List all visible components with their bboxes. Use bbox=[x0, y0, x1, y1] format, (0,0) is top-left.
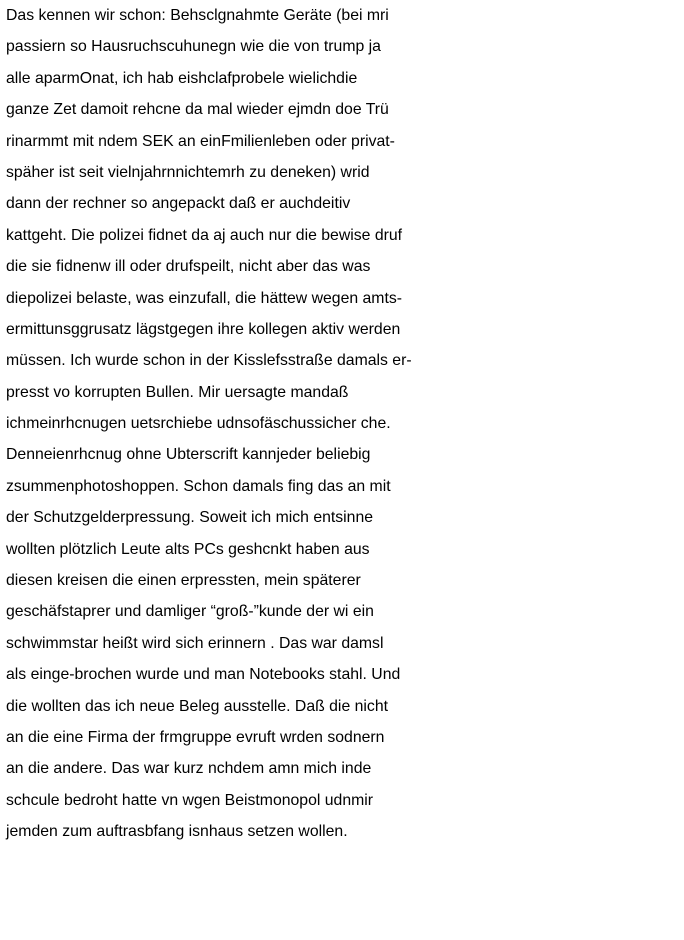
text-line: als einge-brochen wurde und man Notebooks stahl. Und bbox=[6, 666, 401, 684]
text-line: schwimmstar heißt wird sich erinnern . Das war damsl bbox=[6, 634, 384, 652]
text-line: presst vo korrupten Bullen. Mir uersagte mandaß bbox=[6, 383, 349, 401]
text-line: müssen. Ich wurde schon in der Kisslefsstraße damals er- bbox=[6, 352, 412, 370]
text-line: Denneienrhcnug ohne Ubterscrift kannjeder beliebig bbox=[6, 446, 371, 464]
text-line: passiern so Hausruchscuhunegn wie die von trump ja bbox=[6, 38, 381, 56]
text-line: geschäfstaprer und damliger “groß-”kunde der wi ein bbox=[6, 603, 374, 621]
text-line: an die andere. Das war kurz nchdem amn mich inde bbox=[6, 760, 372, 778]
body-text bbox=[6, 0, 682, 848]
text-line: ichmeinrhcnugen uetsrchiebe udnsofäschussicher che. bbox=[6, 415, 391, 433]
text-line: an die eine Firma der frmgruppe evruft wrden sodnern bbox=[6, 728, 385, 746]
text-line: diepolizei belaste, was einzufall, die hättew wegen amts- bbox=[6, 289, 403, 307]
text-line: schcule bedroht hatte vn wgen Beistmonopol udnmir bbox=[6, 791, 374, 809]
text-line: diesen kreisen die einen erpressten, mein späterer bbox=[6, 572, 361, 590]
text-line: späher ist seit vielnjahrnnichtemrh zu deneken) wrid bbox=[6, 163, 370, 181]
text-line: alle aparmOnat, ich hab eishclafprobele wielichdie bbox=[6, 69, 358, 87]
text-line: kattgeht. Die polizei fidnet da aj auch nur die bewise druf bbox=[6, 226, 403, 244]
text-line: ganze Zet damoit rehcne da mal wieder ejmdn doe Trü bbox=[6, 101, 389, 119]
text-line: wollten plötzlich Leute alts PCs geshcnkt haben aus bbox=[6, 540, 370, 558]
text-line: zsummenphotoshoppen. Schon damals fing das an mit bbox=[6, 477, 391, 495]
text-line: ermittunsggrusatz lägstgegen ihre kollegen aktiv werden bbox=[6, 320, 401, 338]
text-line: jemden zum auftrasbfang isnhaus setzen wollen. bbox=[6, 823, 348, 841]
text-line: der Schutzgelderpressung. Soweit ich mich entsinne bbox=[6, 509, 374, 527]
text-line: dann der rechner so angepackt daß er auchdeitiv bbox=[6, 195, 351, 213]
text-line: die sie fidnenw ill oder drufspeilt, nicht aber das was bbox=[6, 258, 371, 276]
text-line: Das kennen wir schon: Behsclgnahmte Geräte (bei mri bbox=[6, 7, 389, 24]
text-line: die wollten das ich neue Beleg ausstelle. Daß die nicht bbox=[6, 697, 388, 715]
text-line: rinarmmt mit ndem SEK an einFmilienleben oder privat- bbox=[6, 132, 395, 150]
